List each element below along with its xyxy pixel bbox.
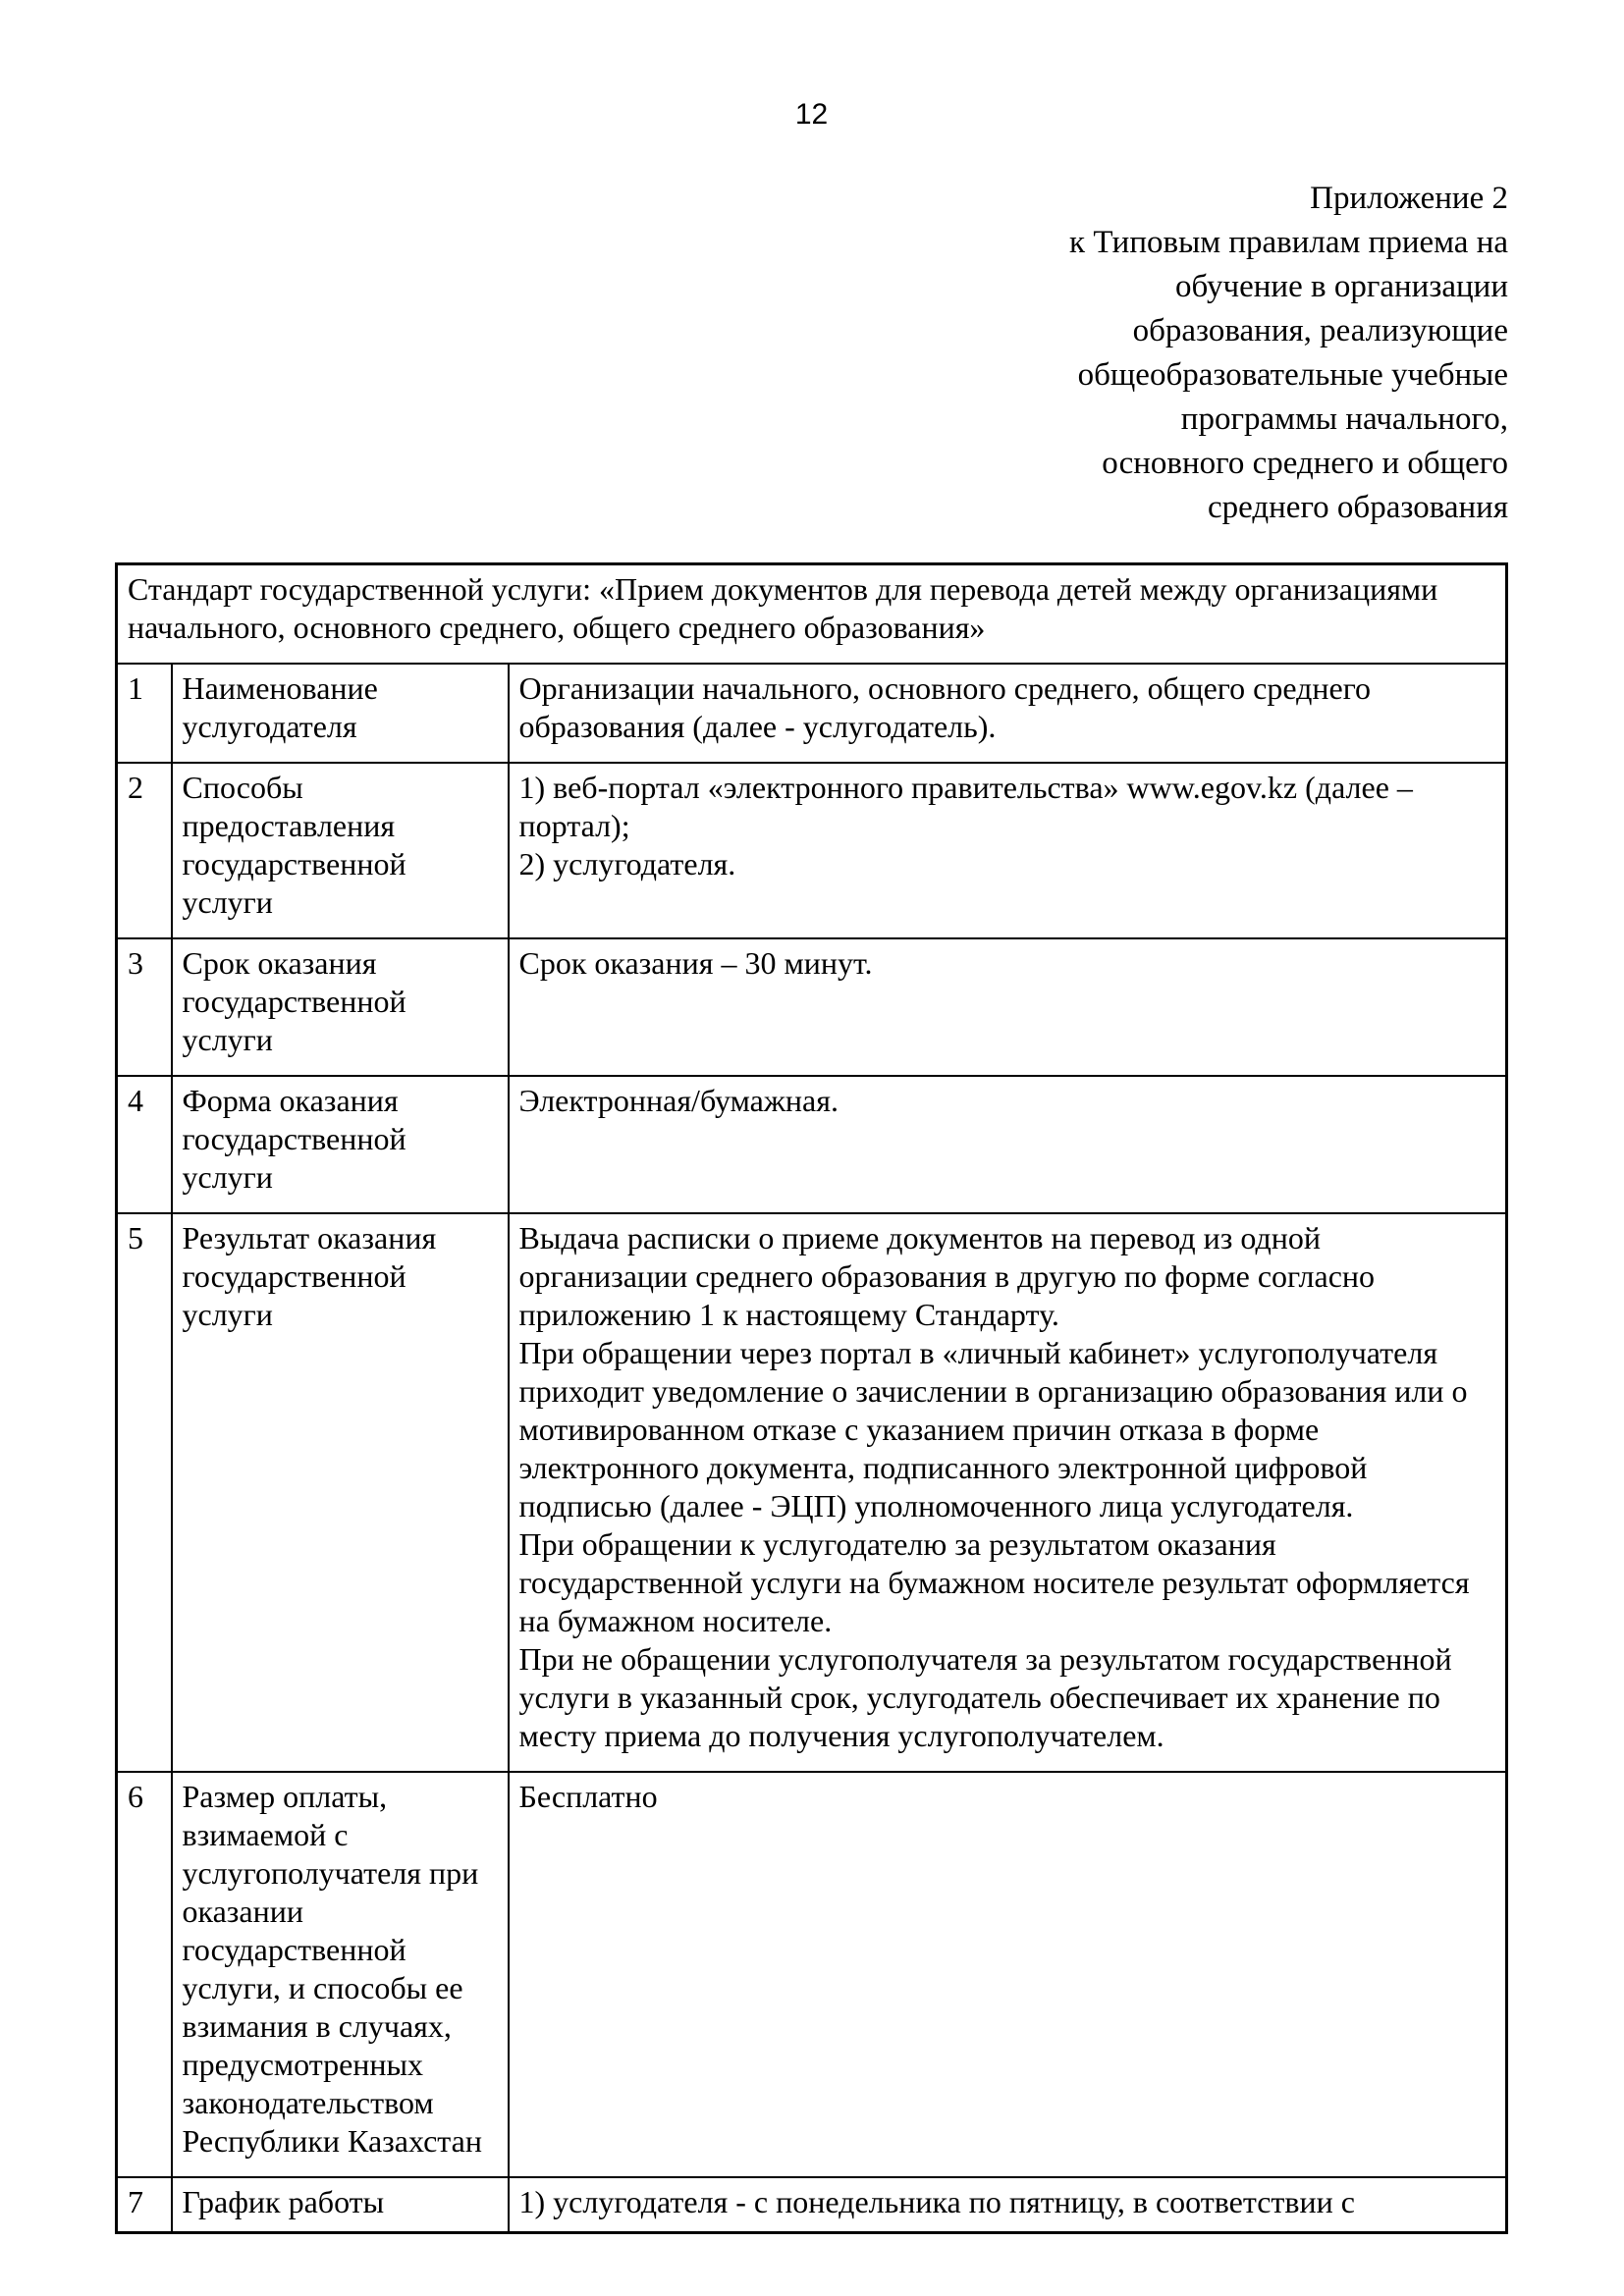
appendix-line: общеобразовательные учебные xyxy=(1077,357,1508,393)
table-row xyxy=(117,664,1507,763)
table-title: Стандарт государственной услуги: «Прием документов для перевода детей между организациями начального, основного среднего, общего среднего образования» xyxy=(117,564,1507,665)
row-value xyxy=(509,1076,1507,1213)
row-label: Форма оказания государственной услуги xyxy=(172,1076,509,1213)
appendix-line: Приложение 2 xyxy=(1310,181,1508,216)
row-value xyxy=(509,763,1507,938)
row-number: 1 xyxy=(117,664,172,763)
appendix-line: основного среднего и общего xyxy=(1102,446,1508,481)
row-number: 3 xyxy=(117,938,172,1076)
appendix-line: среднего образования xyxy=(1208,490,1508,525)
appendix-line: образования, реализующие xyxy=(1132,313,1508,348)
value-paragraph: Организации начального, основного среднего, общего среднего образования (далее - услугодатель). xyxy=(518,670,1372,744)
page-number: 12 xyxy=(794,98,829,131)
row-label: Наименование услугодателя xyxy=(172,664,509,763)
row-label: Размер оплаты, взимаемой с услугополучателя при оказании государственной услуги, и способы ее взимания в случаях, предусмотренных законодательством Республики Казахстан xyxy=(172,1772,509,2177)
row-label: Способы предоставления государственной услуги xyxy=(172,763,509,938)
row-value xyxy=(509,2177,1507,2233)
row-number: 7 xyxy=(117,2177,172,2233)
row-number: 6 xyxy=(117,1772,172,2177)
value-paragraph: Срок оказания – 30 минут. xyxy=(518,945,873,981)
value-paragraph: 1) услугодателя - с понедельника по пятницу, в соответствии с xyxy=(518,2184,1355,2219)
row-number: 4 xyxy=(117,1076,172,1213)
row-number: 5 xyxy=(117,1213,172,1772)
appendix-heading xyxy=(115,177,1508,530)
value-paragraph: При обращении через портал в «личный кабинет» услугополучателя приходит уведомление о зачислении в организацию образования или о мотивированном отказе с указанием причин отказа в форме электронного документа, подписанного электронной цифровой подписью (далее - ЭЦП) уполномоченного лица услугодателя. xyxy=(518,1335,1468,1523)
row-number: 2 xyxy=(117,763,172,938)
appendix-line: программы начального, xyxy=(1180,401,1508,437)
value-paragraph: 1) веб-портал «электронного правительства» www.egov.kz (далее – портал); xyxy=(518,770,1413,843)
table-row xyxy=(117,1772,1507,2177)
row-label: Срок оказания государственной услуги xyxy=(172,938,509,1076)
table-title-row xyxy=(117,564,1507,665)
value-paragraph: Электронная/бумажная. xyxy=(518,1083,839,1118)
appendix-line: к Типовым правилам приема на xyxy=(1069,225,1508,260)
table-row xyxy=(117,763,1507,938)
row-label: Результат оказания государственной услуги xyxy=(172,1213,509,1772)
appendix-line: обучение в организации xyxy=(1175,269,1508,304)
row-value xyxy=(509,1772,1507,2177)
row-label: График работы xyxy=(172,2177,509,2233)
value-paragraph: Выдача расписки о приеме документов на перевод из одной организации среднего образования в другую по форме согласно приложению 1 к настоящему Стандарту. xyxy=(518,1220,1376,1332)
value-paragraph: Бесплатно xyxy=(518,1779,658,1814)
row-value xyxy=(509,664,1507,763)
value-paragraph: При не обращении услугополучателя за результатом государственной услуги в указанный срок, услугодатель обеспечивает их хранение по месту приема до получения услугополучателем. xyxy=(518,1641,1452,1753)
row-value xyxy=(509,938,1507,1076)
value-paragraph: При обращении к услугодателю за результатом оказания государственной услуги на бумажном носителе результат оформляется на бумажном носителе. xyxy=(518,1526,1470,1638)
value-paragraph: 2) услугодателя. xyxy=(518,846,736,881)
table-row xyxy=(117,938,1507,1076)
row-value xyxy=(509,1213,1507,1772)
table-row xyxy=(117,1076,1507,1213)
table-row xyxy=(117,1213,1507,1772)
service-standard-table xyxy=(115,562,1508,2234)
table-row xyxy=(117,2177,1507,2233)
